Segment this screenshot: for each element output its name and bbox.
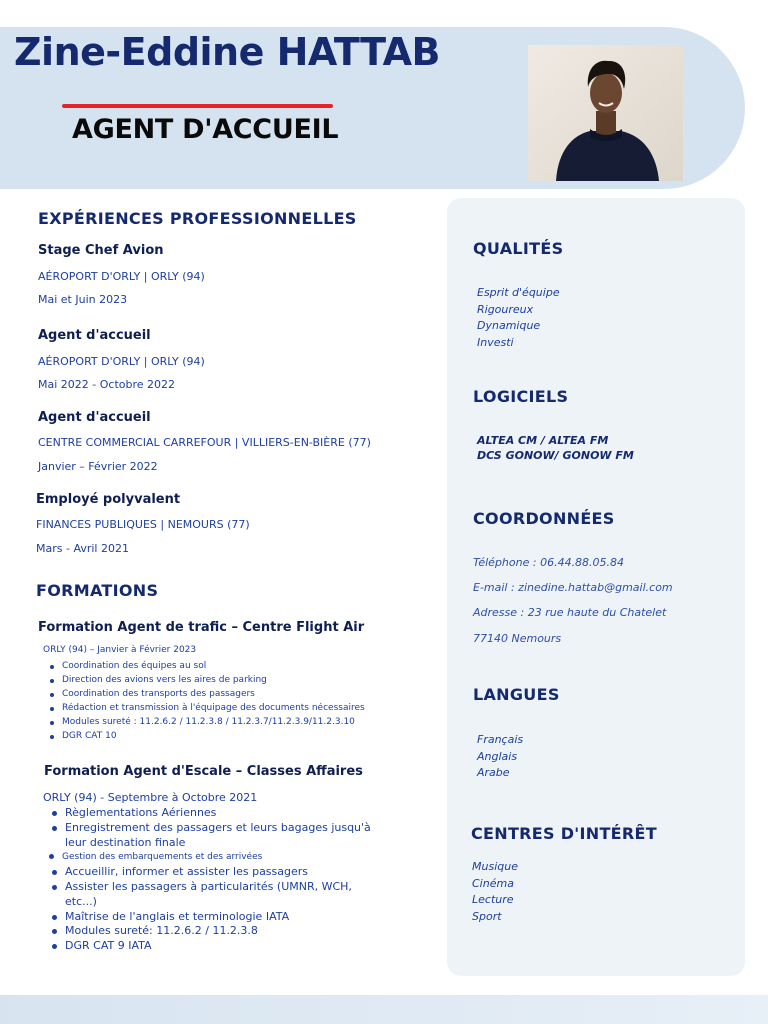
list-item: DGR CAT 10 xyxy=(62,730,365,744)
logiciel-item: ALTEA CM / ALTEA FM xyxy=(477,434,609,447)
formation-title: Formation Agent de trafic – Centre Flight Air xyxy=(38,620,365,635)
interet-item: Lecture xyxy=(472,893,514,906)
experience-place: FINANCES PUBLIQUES | NEMOURS (77) xyxy=(36,518,250,531)
job-title: AGENT D'ACCUEIL xyxy=(72,114,339,145)
phone-text: Téléphone : 06.44.88.05.84 xyxy=(473,556,625,569)
experience-place: CENTRE COMMERCIAL CARREFOUR | VILLIERS-EN-BIÈRE (77) xyxy=(38,436,371,449)
experience-place: AÉROPORT D'ORLY | ORLY (94) xyxy=(38,355,205,368)
list-item: Maîtrise de l'anglais et terminologie IATA xyxy=(65,910,371,925)
portrait-image xyxy=(528,45,683,181)
formation-subtitle: ORLY (94) – Janvier à Février 2023 xyxy=(43,645,197,655)
profile-photo xyxy=(528,45,683,181)
list-item: Accueillir, informer et assister les passagers xyxy=(65,865,371,880)
city-text: 77140 Nemours xyxy=(473,632,562,645)
list-item: Rédaction et transmission à l'équipage des documents nécessaires xyxy=(62,702,365,716)
title-underline xyxy=(62,104,333,108)
interet-item: Cinéma xyxy=(472,876,514,890)
list-item: Règlementations Aériennes xyxy=(65,806,371,821)
experience-role: Employé polyvalent xyxy=(36,492,181,507)
list-item: Coordination des équipes au sol xyxy=(62,660,365,674)
qualite-item: Esprit d'équipe xyxy=(477,286,560,299)
logiciels-title: LOGICIELS xyxy=(473,387,569,406)
qualite-item: Dynamique xyxy=(477,319,541,332)
list-item: DGR CAT 9 IATA xyxy=(65,939,371,954)
email-text: E-mail : zinedine.hattab@gmail.com xyxy=(473,581,673,594)
list-item: etc...) xyxy=(65,894,97,908)
list-item: Direction des avions vers les aires de parking xyxy=(62,674,365,688)
address-text: Adresse : 23 rue haute du Chatelet xyxy=(473,606,667,619)
logiciels-list xyxy=(477,433,634,463)
experience-dates: Janvier – Février 2022 xyxy=(38,460,158,473)
formation-bullets xyxy=(62,660,365,743)
qualites-title: QUALITÉS xyxy=(473,239,564,258)
formations-title: FORMATIONS xyxy=(36,581,159,600)
list-item: Gestion des embarquements et des arrivées xyxy=(62,850,371,865)
footer-bar xyxy=(0,995,768,1024)
list-item: Modules sureté : 11.2.6.2 / 11.2.3.8 / 11.2.3.7/11.2.3.9/11.2.3.10 xyxy=(62,716,365,730)
formation-bullets xyxy=(62,806,371,954)
interets-list xyxy=(472,859,518,925)
list-item: Assister les passagers à particularités (UMNR, WCH, xyxy=(65,880,371,895)
experience-title: EXPÉRIENCES PROFESSIONNELLES xyxy=(38,209,357,228)
interet-item: Musique xyxy=(472,860,518,873)
logiciel-item: DCS GONOW/ GONOW FM xyxy=(477,449,634,462)
langue-item: Anglais xyxy=(477,749,518,763)
experience-place: AÉROPORT D'ORLY | ORLY (94) xyxy=(38,270,205,283)
qualite-item: Investi xyxy=(477,335,514,349)
langues-title: LANGUES xyxy=(473,685,560,704)
list-item: Coordination des transports des passagers xyxy=(62,688,365,702)
qualite-item: Rigoureux xyxy=(477,302,534,316)
interets-title: CENTRES D'INTÉRÊT xyxy=(471,824,657,843)
langue-item: Arabe xyxy=(477,766,510,779)
experience-dates: Mai et Juin 2023 xyxy=(38,293,128,306)
candidate-name: Zine-Eddine HATTAB xyxy=(14,30,441,74)
list-item: Modules sureté: 11.2.6.2 / 11.2.3.8 xyxy=(65,924,371,939)
experience-dates: Mars - Avril 2021 xyxy=(36,542,129,555)
formation-subtitle: ORLY (94) - Septembre à Octobre 2021 xyxy=(43,791,258,804)
formation-title: Formation Agent d'Escale – Classes Affaires xyxy=(44,764,363,779)
interet-item: Sport xyxy=(472,909,502,923)
list-item: Enregistrement des passagers et leurs bagages jusqu'à xyxy=(65,820,371,834)
langues-list xyxy=(477,732,523,782)
list-item: leur destination finale xyxy=(65,835,186,849)
qualites-list xyxy=(477,285,560,351)
coordonnees-title: COORDONNÉES xyxy=(473,509,615,528)
experience-role: Agent d'accueil xyxy=(38,410,151,425)
langue-item: Français xyxy=(477,733,524,746)
experience-role: Stage Chef Avion xyxy=(38,243,164,258)
experience-dates: Mai 2022 - Octobre 2022 xyxy=(38,378,176,391)
experience-role: Agent d'accueil xyxy=(38,328,151,343)
